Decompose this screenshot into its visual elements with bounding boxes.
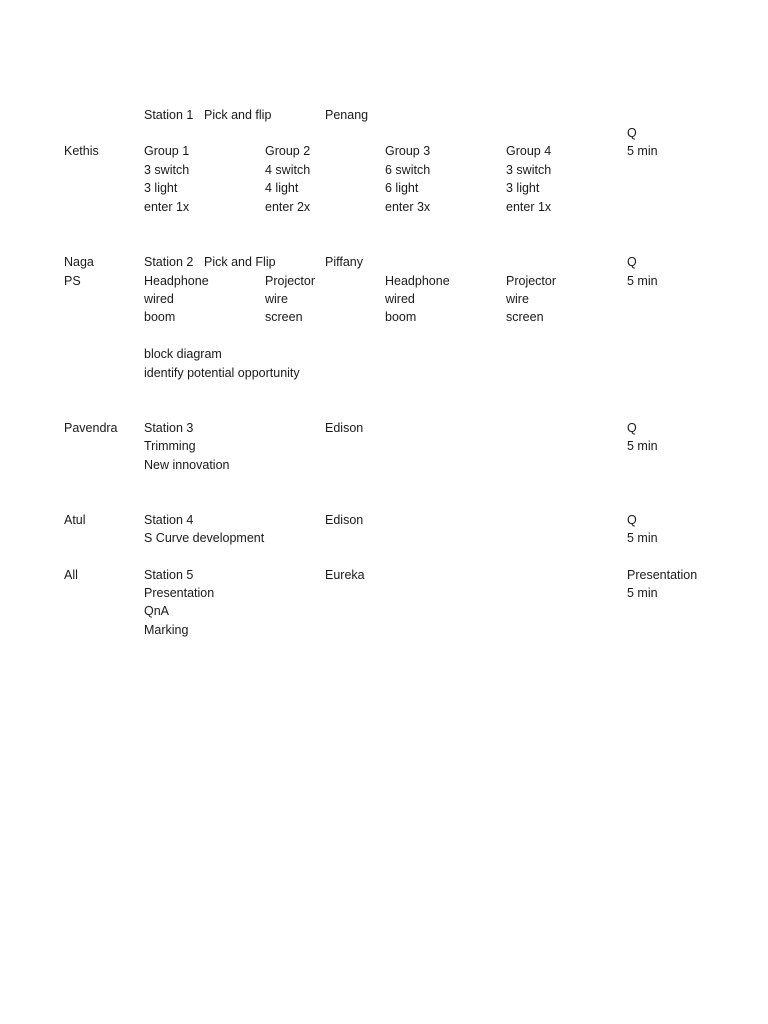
station-5-presentation: Presentation (144, 586, 215, 600)
group-4-enter: enter 1x (506, 200, 552, 214)
station-3-trimming: Trimming (144, 439, 196, 453)
item-wire-2: wire (506, 292, 529, 306)
item-boom-2: boom (385, 310, 417, 324)
station-3-duration: 5 min (627, 439, 658, 453)
station-1-room: Penang (325, 108, 369, 122)
group-1-enter: enter 1x (144, 200, 190, 214)
group-1-header: Group 1 (144, 144, 190, 158)
facilitator-atul: Atul (64, 513, 86, 527)
group-4-switch: 3 switch (506, 163, 552, 177)
group-3-switch: 6 switch (385, 163, 431, 177)
group-3-enter: enter 3x (385, 200, 431, 214)
station-3-label: Station 3 (144, 421, 194, 435)
group-1-switch: 3 switch (144, 163, 190, 177)
station-4-q: Q (627, 513, 637, 527)
group-2-light: 4 light (265, 181, 299, 195)
item-wire-1: wire (265, 292, 288, 306)
station-2-activity: Pick and Flip (204, 255, 276, 269)
station-5-label: Station 5 (144, 568, 194, 582)
station-2-label: Station 2 (144, 255, 194, 269)
group-3-light: 6 light (385, 181, 419, 195)
facilitator-ps: PS (64, 274, 81, 288)
station-4-room: Edison (325, 513, 364, 527)
facilitator-pavendra: Pavendra (64, 421, 118, 435)
facilitator-naga: Naga (64, 255, 94, 269)
group-2-header: Group 2 (265, 144, 311, 158)
item-headphone-1: Headphone (144, 274, 209, 288)
facilitator-kethis: Kethis (64, 144, 99, 158)
group-1-light: 3 light (144, 181, 178, 195)
item-projector-1: Projector (265, 274, 316, 288)
task-identify-opportunity: identify potential opportunity (144, 366, 300, 380)
station-4-duration: 5 min (627, 531, 658, 545)
station-3-room: Edison (325, 421, 364, 435)
station-5-qna: QnA (144, 604, 170, 618)
item-wired-1: wired (144, 292, 174, 306)
station-1-q: Q (627, 126, 637, 140)
station-5-type: Presentation (627, 568, 698, 582)
group-2-switch: 4 switch (265, 163, 311, 177)
item-headphone-2: Headphone (385, 274, 450, 288)
group-4-light: 3 light (506, 181, 540, 195)
station-4-label: Station 4 (144, 513, 194, 527)
station-2-room: Piffany (325, 255, 363, 269)
item-screen-1: screen (265, 310, 303, 324)
station-5-marking: Marking (144, 623, 189, 637)
group-2-enter: enter 2x (265, 200, 311, 214)
item-wired-2: wired (385, 292, 415, 306)
group-3-header: Group 3 (385, 144, 431, 158)
station-5-duration: 5 min (627, 586, 658, 600)
item-boom-1: boom (144, 310, 176, 324)
station-2-duration: 5 min (627, 274, 658, 288)
station-1-activity: Pick and flip (204, 108, 272, 122)
item-projector-2: Projector (506, 274, 557, 288)
task-block-diagram: block diagram (144, 347, 222, 361)
station-4-s-curve: S Curve development (144, 531, 265, 545)
station-1-label: Station 1 (144, 108, 194, 122)
facilitator-all: All (64, 568, 78, 582)
station-3-q: Q (627, 421, 637, 435)
station-5-room: Eureka (325, 568, 365, 582)
station-1-duration: 5 min (627, 144, 658, 158)
station-2-q: Q (627, 255, 637, 269)
item-screen-2: screen (506, 310, 544, 324)
group-4-header: Group 4 (506, 144, 552, 158)
station-3-new-innovation: New innovation (144, 458, 230, 472)
